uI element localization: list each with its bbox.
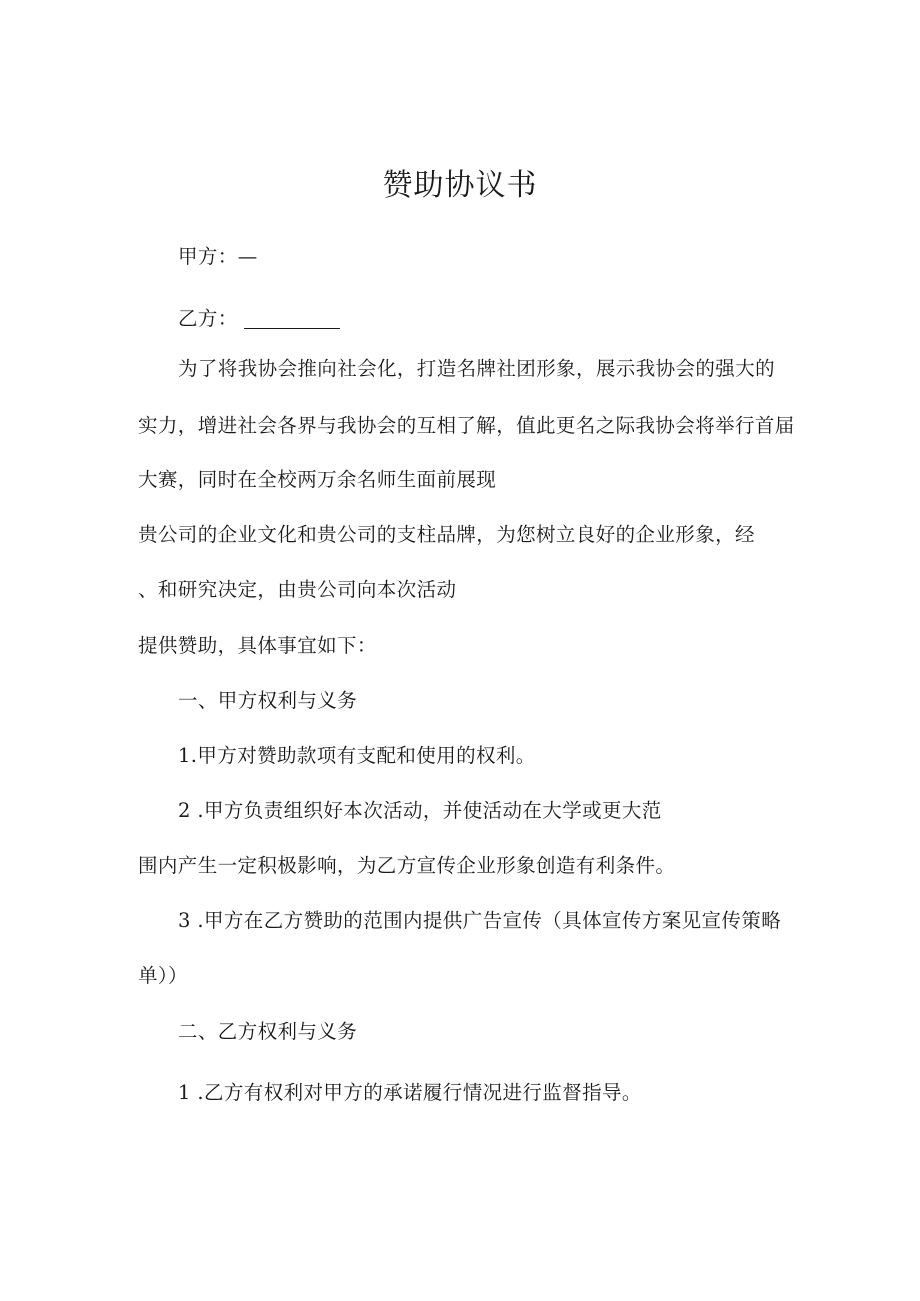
paragraph-line: 为了将我协会推向社会化，打造名牌社团形象，展示我协会的强大的 bbox=[178, 357, 776, 380]
clause-item: 1 .乙方有权利对甲方的承诺履行情况进行监督指导。 bbox=[178, 1081, 642, 1104]
paragraph-line: 大赛，同时在全校两万余名师生面前展现 bbox=[138, 468, 497, 491]
clause-item: 1.甲方对赞助款项有支配和使用的权利。 bbox=[178, 744, 536, 767]
paragraph-line: 贵公司的企业文化和贵公司的支柱品牌，为您树立良好的企业形象，经 bbox=[138, 523, 755, 546]
clause-item: 2 .甲方负责组织好本次活动，并使活动在大学或更大范 bbox=[178, 799, 662, 822]
party-a-line: 甲方：— bbox=[178, 245, 258, 268]
paragraph-line: 、和研究决定，由贵公司向本次活动 bbox=[138, 578, 457, 601]
clause-item-continuation: 单）） bbox=[138, 964, 188, 987]
document-title: 赞助协议书 bbox=[382, 168, 538, 203]
clause-item-continuation: 围内产生一定积极影响，为乙方宣传企业形象创造有利条件。 bbox=[138, 854, 676, 877]
section-heading-party-a: 一、甲方权利与义务 bbox=[178, 689, 358, 712]
paragraph-line: 提供赞助，具体事宜如下： bbox=[138, 634, 377, 657]
clause-item: 3 .甲方在乙方赞助的范围内提供广告宣传（具体宣传方案见宣传策略 bbox=[178, 909, 782, 932]
paragraph-line: 实力，增进社会各界与我协会的互相了解，值此更名之际我协会将举行首届 bbox=[138, 414, 795, 437]
party-b-blank bbox=[244, 310, 340, 329]
section-heading-party-b: 二、乙方权利与义务 bbox=[178, 1020, 358, 1043]
party-b-label: 乙方： bbox=[178, 307, 238, 330]
party-b-line bbox=[178, 303, 340, 335]
